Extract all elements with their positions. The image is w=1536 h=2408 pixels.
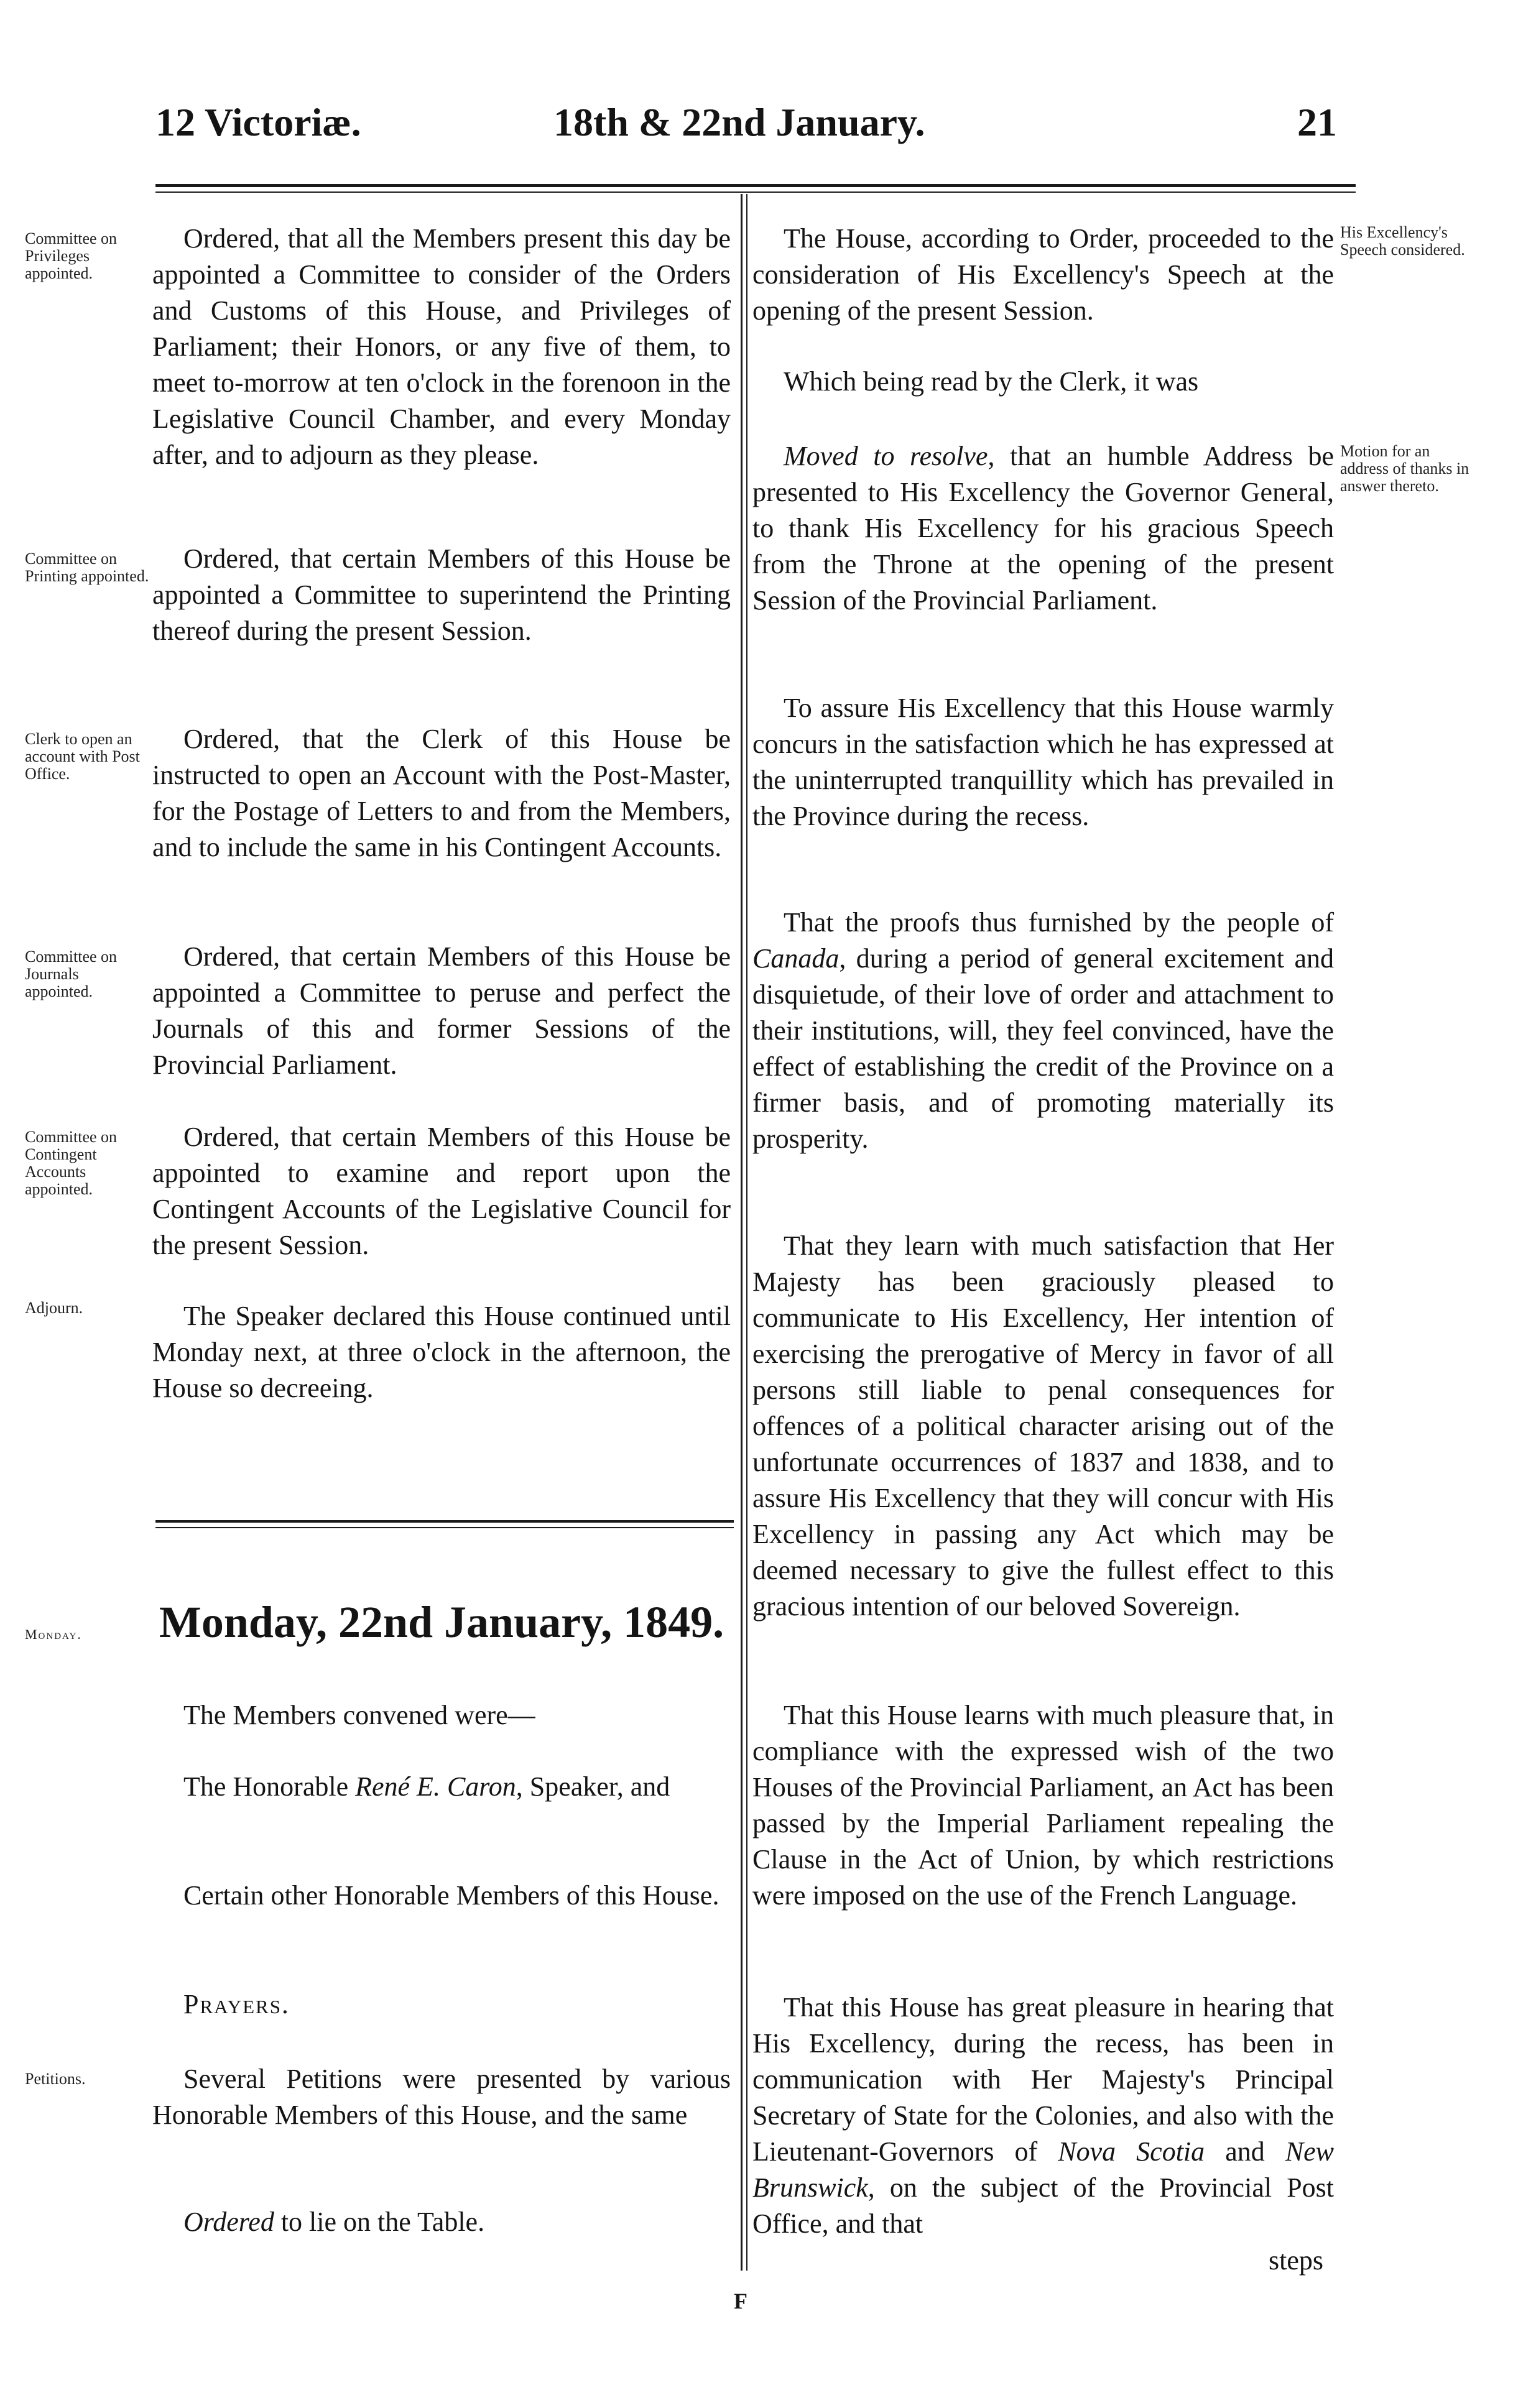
- speaker-name: René E. Caron: [355, 1771, 516, 1802]
- margin-note-address: Motion for an address of thanks in answer thereto.: [1340, 442, 1469, 495]
- column-divider-thin: [746, 194, 747, 2271]
- place-nova-scotia: Nova Scotia: [1058, 2136, 1205, 2167]
- paragraph-post-office: [152, 721, 731, 865]
- margin-note-adjourn: Adjourn.: [25, 1299, 83, 1317]
- paragraph-text: The Members convened were—: [183, 1700, 535, 1730]
- header-rule-thick: [155, 184, 1356, 187]
- place-new-brunswick: New Brunswick: [752, 2136, 1335, 2203]
- paragraph-read: [752, 364, 1334, 400]
- paragraph-text-cont: , during a period of general excitement and disquietude, of their love of order and attachment to their institutions, will, they feel convinced, have the effect of establishing the credit of the Province on a firmer basis, and of promoting materially its prosperity.: [752, 943, 1334, 1154]
- paragraph-text: That this House learns with much pleasure that, in compliance with the expressed wish of the two Houses of the Provincial Parliament, an Act has been passed by the Imperial Parliament repealing the Clause in the Act of Union, by which restrictions were imposed on the use of the French Language.: [752, 1700, 1334, 1911]
- paragraph-speech: [752, 221, 1334, 329]
- paragraph-moved: [752, 438, 1334, 619]
- margin-note-printing: Committee on Printing appointed.: [25, 550, 149, 585]
- margin-note-contingent: Committee on Contingent Accounts appointed.: [25, 1128, 118, 1198]
- members-convened: [152, 1697, 731, 1733]
- paragraph-privileges: [152, 221, 731, 473]
- ordered-rest: to lie on the Table.: [274, 2207, 485, 2237]
- paragraph-text: That the proofs thus furnished by the people of: [784, 907, 1334, 938]
- paragraph-assure: [752, 690, 1334, 834]
- margin-note-speech: His Excellency's Speech considered.: [1340, 223, 1465, 259]
- day-heading: Monday, 22nd January, 1849.: [159, 1597, 724, 1647]
- paragraph-text: Which being read by the Clerk, it was: [784, 366, 1199, 397]
- conjunction: and: [1205, 2136, 1285, 2167]
- page-number: 21: [1297, 100, 1337, 144]
- paragraph-adjourn: [152, 1298, 731, 1406]
- prayers-heading: [152, 1986, 731, 2023]
- margin-note-monday: Monday.: [25, 1626, 82, 1642]
- paragraph-journals: [152, 939, 731, 1083]
- page-header: [155, 99, 1337, 168]
- paragraph-printing: [152, 541, 731, 649]
- moved-words: Moved to resolve: [784, 441, 988, 471]
- margin-note-post-office: Clerk to open an account with Post Office.: [25, 730, 140, 783]
- header-rule-thin: [155, 191, 1356, 193]
- signature-mark: F: [734, 2289, 747, 2313]
- paragraph-text: Ordered, that the Clerk of this House be instructed to open an Account with the Post-Master, for the Postage of Letters to and from the Members, and to include the same in his Contingent Accounts.: [152, 724, 731, 862]
- speaker-line: [152, 1769, 731, 1805]
- margin-note-privileges: Committee on Privileges appointed.: [25, 229, 118, 282]
- paragraph-mercy: [752, 1228, 1334, 1625]
- column-divider: [741, 194, 743, 2271]
- paragraph-text: Ordered, that certain Members of this House be appointed a Committee to superintend the Printing thereof during the present Session.: [152, 543, 731, 646]
- paragraph-text: To assure His Excellency that this House warmly concurs in the satisfaction which he has expressed at the uninterrupted tranquillity which has prevailed in the Province during the recess.: [752, 693, 1334, 831]
- paragraph-text: Ordered, that certain Members of this House be appointed to examine and report upon the Contingent Accounts of the Legislative Council for the present Session.: [152, 1122, 731, 1260]
- paragraph-contingent: [152, 1119, 731, 1263]
- paragraph-text: Ordered, that certain Members of this House be appointed a Committee to peruse and perfect the Journals of this and former Sessions of the Provincial Parliament.: [152, 941, 731, 1080]
- speaker-suffix: , Speaker, and: [516, 1771, 670, 1802]
- catchword: steps: [1269, 2245, 1323, 2276]
- margin-note-petitions: Petitions.: [25, 2070, 86, 2088]
- header-dates: 18th & 22nd January.: [553, 100, 925, 144]
- paragraph-proofs: [752, 905, 1334, 1157]
- paragraph-petitions: [152, 2061, 731, 2133]
- paragraph-french-language: [752, 1697, 1334, 1914]
- paragraph-text: The Speaker declared this House continued until Monday next, at three o'clock in the afternoon, the House so decreeing.: [152, 1301, 731, 1403]
- speaker-prefix: The Honorable: [183, 1771, 356, 1802]
- ordered-table: [152, 2204, 731, 2240]
- other-members: [152, 1878, 731, 1914]
- prayers-text: Prayers.: [183, 1989, 290, 2019]
- paragraph-post-office-resolution: [752, 1990, 1334, 2242]
- margin-note-journals: Committee on Journals appointed.: [25, 948, 118, 1000]
- header-regnal-year: 12 Victoriæ.: [155, 100, 361, 144]
- place-canada: Canada: [752, 943, 840, 974]
- paragraph-text: Ordered, that all the Members present this day be appointed a Committee to consider of the Orders and Customs of this House, and Privileges of Parliament; their Honors, or any five of them, to meet to-morrow at ten o'clock in the forenoon in the Legislative Council Chamber, and every Monday after, and to adjourn as they please.: [152, 223, 731, 470]
- paragraph-text-cont: , on the subject of the Provincial Post Office, and that: [752, 2172, 1334, 2239]
- paragraph-text: Several Petitions were presented by various Honorable Members of this House, and the same: [152, 2064, 731, 2130]
- paragraph-text: , that an humble Address be presented to His Excellency the Governor General, to thank His Excellency for his gracious Speech from the Throne at the opening of the present Session of the Provincial Parliament.: [752, 441, 1334, 616]
- section-rule-thick: [155, 1520, 734, 1523]
- paragraph-text: That they learn with much satisfaction that Her Majesty has been graciously pleased to communicate to His Excellency, Her intention of exercising the prerogative of Mercy in favor of all persons still liable to penal consequences for offences of a political character arising out of the unfortunate occurrences of 1837 and 1838, and to assure His Excellency that they will concur with His Excellency in passing any Act which may be deemed necessary to give the fullest effect to this gracious intention of our beloved Sovereign.: [752, 1230, 1334, 1621]
- paragraph-text: The House, according to Order, proceeded to the consideration of His Excellency's Speech at the opening of the present Session.: [752, 223, 1334, 326]
- ordered-word: Ordered: [183, 2207, 274, 2237]
- section-rule-thin: [155, 1527, 734, 1528]
- paragraph-text: That this House has great pleasure in hearing that His Excellency, during the recess, has been in communication with Her Majesty's Principal Secretary of State for the Colonies, and also with the Lieutenant-Governors of: [752, 1992, 1334, 2167]
- paragraph-text: Certain other Honorable Members of this House.: [183, 1880, 719, 1911]
